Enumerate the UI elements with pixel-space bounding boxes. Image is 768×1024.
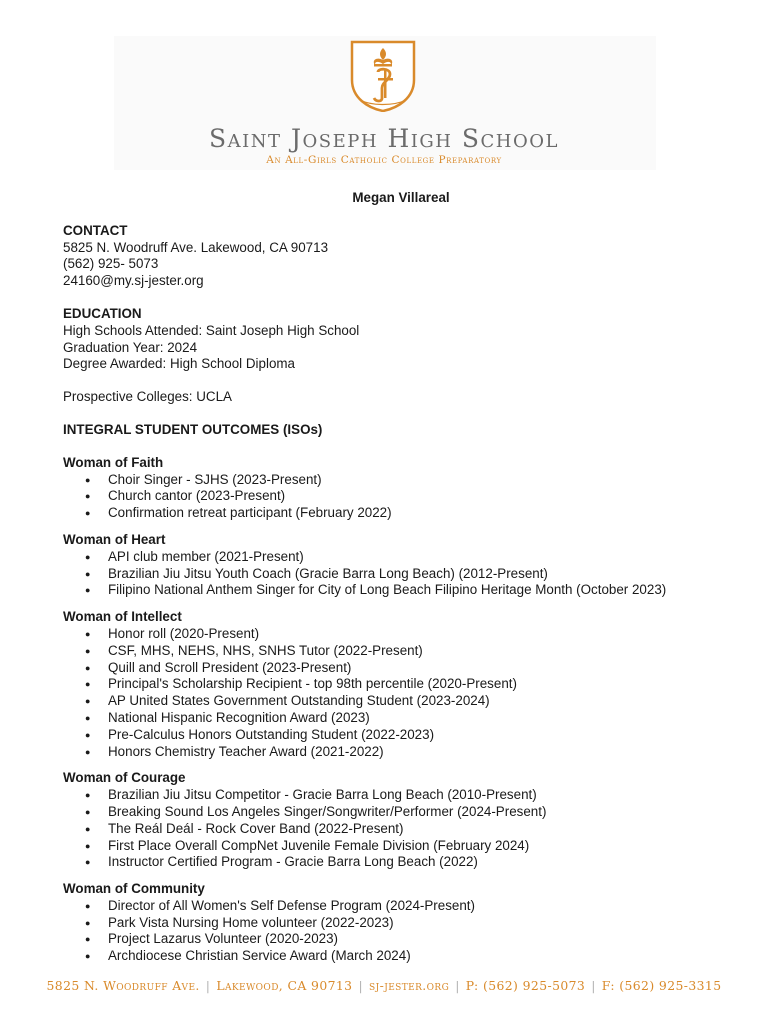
footer-separator: |: [455, 978, 460, 993]
contact-email: 24160@my.sj-jester.org: [63, 273, 204, 289]
iso-group-title: Woman of Community: [63, 881, 205, 897]
education-schools: High Schools Attended: Saint Joseph High School: [63, 322, 360, 338]
contact-heading: CONTACT: [63, 222, 128, 238]
iso-item-list: [63, 472, 743, 522]
footer-separator: |: [591, 978, 596, 993]
iso-item-list: [63, 549, 743, 599]
iso-group-faith: [63, 455, 743, 522]
student-name: Megan Villareal: [352, 190, 450, 205]
list-item: ● First Place Overall CompNet Juvenile Female Division (February 2024): [63, 838, 743, 855]
list-item: ● AP United States Government Outstanding Student (2023-2024): [63, 693, 743, 710]
iso-item-list: [63, 898, 743, 965]
iso-group-title: Woman of Intellect: [63, 609, 182, 625]
iso-group-title: Woman of Heart: [63, 531, 166, 547]
letterhead-footer: [0, 978, 768, 993]
contact-phone: (562) 925- 5073: [63, 256, 159, 272]
fleur-de-lis-crest-icon: [348, 40, 418, 112]
list-item: ● Honors Chemistry Teacher Award (2021-2022): [63, 744, 743, 761]
list-item: ● Park Vista Nursing Home volunteer (2022-2023): [63, 915, 743, 932]
school-subtitle: An All-Girls Catholic College Preparatory: [266, 154, 502, 166]
footer-city: Lakewood, CA 90713: [216, 978, 353, 993]
list-item: ● CSF, MHS, NEHS, NHS, SNHS Tutor (2022-Present): [63, 643, 743, 660]
iso-group-intellect: [63, 609, 743, 760]
list-item: ● Breaking Sound Los Angeles Singer/Songwriter/Performer (2024-Present): [63, 804, 743, 821]
list-item: ● Filipino National Anthem Singer for City of Long Beach Filipino Heritage Month (October 2023): [63, 582, 743, 599]
iso-group-title: Woman of Faith: [63, 454, 164, 470]
list-item: ● Choir Singer - SJHS (2023-Present): [63, 472, 743, 489]
list-item: ● Principal's Scholarship Recipient - top 98th percentile (2020-Present): [63, 676, 743, 693]
list-item: ● Honor roll (2020-Present): [63, 626, 743, 643]
iso-heading: INTEGRAL STUDENT OUTCOMES (ISOs): [63, 421, 323, 437]
footer-address: 5825 N. Woodruff Ave.: [46, 978, 200, 993]
list-item: ● Project Lazarus Volunteer (2020-2023): [63, 931, 743, 948]
footer-separator: |: [358, 978, 364, 993]
iso-group-courage: [63, 770, 743, 871]
contact-section: [63, 223, 743, 290]
list-item: ● Confirmation retreat participant (February 2022): [63, 505, 743, 522]
list-item: ● National Hispanic Recognition Award (2023): [63, 710, 743, 727]
list-item: ● Instructor Certified Program - Gracie Barra Long Beach (2022): [63, 854, 743, 871]
iso-group-heart: [63, 532, 743, 599]
education-degree: Degree Awarded: High School Diploma: [63, 356, 295, 372]
contact-address: 5825 N. Woodruff Ave. Lakewood, CA 90713: [63, 239, 329, 255]
footer-phone: P: (562) 925-5073: [465, 978, 586, 993]
student-name-line: [63, 190, 743, 207]
list-item: ● Brazilian Jiu Jitsu Competitor - Gracie Barra Long Beach (2010-Present): [63, 787, 743, 804]
iso-item-list: [63, 626, 743, 760]
list-item: ● Quill and Scroll President (2023-Present): [63, 660, 743, 677]
resume-body: [63, 190, 743, 975]
iso-group-community: [63, 881, 743, 965]
list-item: ● Archdiocese Christian Service Award (March 2024): [63, 948, 743, 965]
list-item: ● The Reál Deál - Rock Cover Band (2022-Present): [63, 821, 743, 838]
education-section: [63, 306, 743, 373]
iso-group-title: Woman of Courage: [63, 770, 186, 786]
education-heading: EDUCATION: [63, 305, 142, 321]
list-item: ● API club member (2021-Present): [63, 549, 743, 566]
footer-website: sj-jester.org: [369, 978, 450, 993]
school-name: Saint Joseph High School: [209, 124, 559, 153]
list-item: ● Brazilian Jiu Jitsu Youth Coach (Gracie Barra Long Beach) (2012-Present): [63, 566, 743, 583]
list-item: ● Director of All Women's Self Defense Program (2024-Present): [63, 898, 743, 915]
footer-separator: |: [205, 978, 211, 993]
footer-fax: F: (562) 925-3315: [601, 978, 722, 993]
list-item: ● Church cantor (2023-Present): [63, 488, 743, 505]
iso-section: [63, 422, 743, 439]
education-graduation: Graduation Year: 2024: [63, 339, 198, 355]
colleges-section: [63, 389, 743, 406]
iso-item-list: [63, 787, 743, 871]
prospective-colleges: Prospective Colleges: UCLA: [63, 389, 232, 405]
list-item: ● Pre-Calculus Honors Outstanding Student (2022-2023): [63, 727, 743, 744]
